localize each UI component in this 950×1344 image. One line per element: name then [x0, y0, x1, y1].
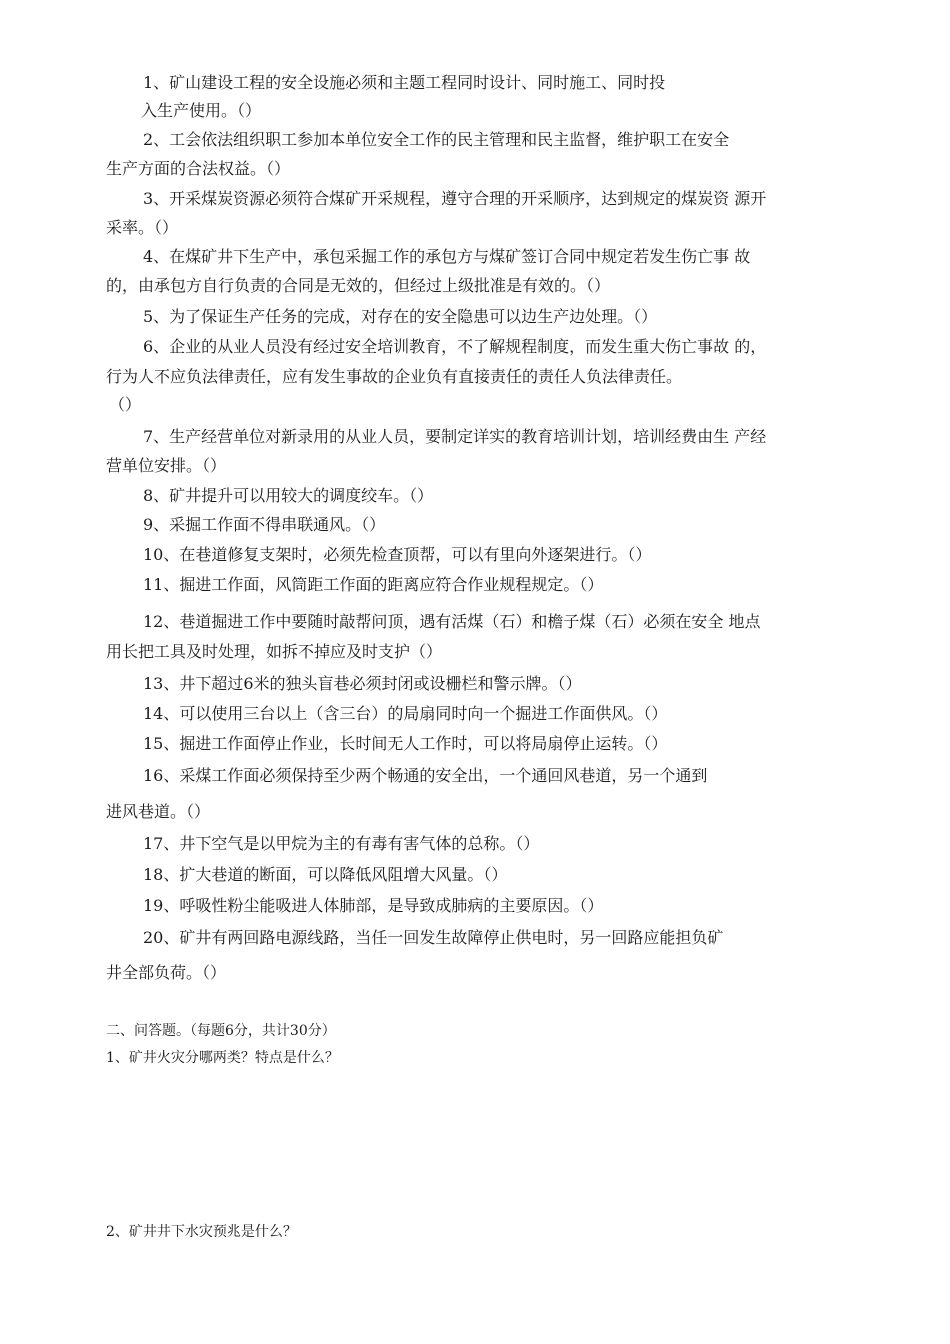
q6-line2: 行为人不应负法律责任，应有发生事故的企业负有直接责任的责任人负法律责任。: [106, 367, 683, 386]
q4-line1: 4、在煤矿井下生产中，承包采掘工作的承包方与煤矿签订合同中规定若发生伤亡事 故: [143, 247, 751, 266]
q16-line2: 进风巷道。（）: [106, 802, 211, 821]
section2-q1: 1、矿井火灾分哪两类？特点是什么？: [106, 1050, 339, 1066]
q4-line2: 的，由承包方自行负责的合同是无效的，但经过上级批准是有效的。（）: [106, 276, 611, 295]
q17-line1: 17、井下空气是以甲烷为主的有毒有害气体的总称。（）: [143, 834, 540, 853]
q20-line1: 20、矿井有两回路电源线路，当任一回发生故障停止供电时，另一回路应能担负矿: [143, 928, 724, 947]
q8-line1: 8、矿井提升可以用较大的调度绞车。（）: [143, 486, 434, 505]
q18-line1: 18、扩大巷道的断面，可以降低风阻增大风量。（）: [143, 865, 508, 884]
q15-line1: 15、掘进工作面停止作业，长时间无人工作时，可以将局扇停止运转。（）: [143, 734, 668, 753]
q2-line2: 生产方面的合法权益。（）: [106, 159, 291, 178]
q6-line3: （）: [109, 395, 142, 414]
section2-title: 二、问答题。（每题6分，共计30分）: [106, 1023, 336, 1039]
q11-line1: 11、掘进工作面，风筒距工作面的距离应符合作业规程规定。（）: [143, 575, 604, 594]
q7-line1: 7、生产经营单位对新录用的从业人员，要制定详实的教育培训计划，培训经费由生 产经: [143, 427, 767, 446]
section2-q2: 2、矿井井下水灾预兆是什么？: [106, 1224, 297, 1240]
q7-line2: 营单位安排。（）: [106, 456, 227, 475]
q1-line1: 1、矿山建设工程的安全设施必须和主题工程同时设计、同时施工、同时投: [143, 73, 666, 92]
q3-line2: 采率。（）: [106, 218, 179, 237]
q5-line1: 5、为了保证生产任务的完成，对存在的安全隐患可以边生产边处理。（）: [143, 307, 658, 326]
q12-line1: 12、巷道掘进工作中要随时敲帮问顶，遇有活煤（石）和檐子煤（石）必须在安全 地点: [143, 612, 761, 631]
q19-line1: 19、呼吸性粉尘能吸进人体肺部，是导致成肺病的主要原因。（）: [143, 896, 604, 915]
q20-line2: 井全部负荷。（）: [106, 963, 227, 982]
q2-line1: 2、工会依法组织职工参加本单位安全工作的民主管理和民主监督，维护职工在安全: [143, 130, 730, 149]
q12-line2: 用长把工具及时处理，如拆不掉应及时支护（）: [106, 642, 443, 661]
q13-line1: 13、井下超过6米的独头盲巷必须封闭或设栅栏和警示牌。（）: [143, 674, 582, 693]
q10-line1: 10、在巷道修复支架时，必须先检查顶帮，可以有里向外逐架进行。（）: [143, 545, 652, 564]
q1-line2: 入生产使用。（）: [141, 101, 262, 120]
q6-line1: 6、企业的从业人员没有经过安全培训教育，不了解规程制度，而发生重大伤亡事故 的，: [143, 337, 767, 356]
q9-line1: 9、采掘工作面不得串联通风。（）: [143, 515, 386, 534]
q16-line1: 16、采煤工作面必须保持至少两个畅通的安全出，一个通回风巷道，另一个通到: [143, 766, 708, 785]
q3-line1: 3、开采煤炭资源必须符合煤矿开采规程，遵守合理的开采顺序，达到规定的煤炭资 源开: [143, 189, 767, 208]
q14-line1: 14、可以使用三台以上（含三台）的局扇同时向一个掘进工作面供风。（）: [143, 704, 668, 723]
